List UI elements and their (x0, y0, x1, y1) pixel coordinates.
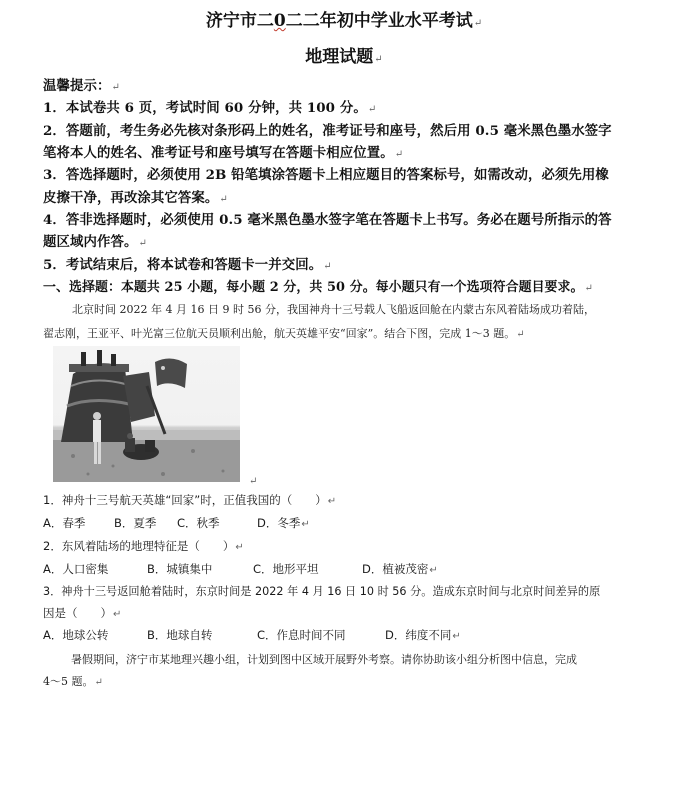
option-d: D．植被茂密 (362, 562, 429, 576)
note-item (43, 142, 403, 161)
note-text: 1．本试卷共 6 页，考试时间 60 分钟，共 100 分。 (43, 100, 367, 116)
question-2-stem (43, 538, 244, 554)
material-intro-line (71, 651, 577, 667)
option-d: D．冬季 (257, 516, 301, 530)
paragraph-mark: ↵ (249, 476, 258, 487)
note-text: 笔将本人的姓名、准考证号和座号填写在答题卡相应位置。 (43, 145, 394, 161)
paragraph-mark: ↵ (429, 565, 438, 576)
question-3-stem-text: 因是（ ） (43, 606, 112, 620)
option-a: A．地球公转 (43, 628, 109, 642)
option-a: A．人口密集 (43, 562, 109, 576)
note-text: 2．答题前，考生务必先核对条形码上的姓名，准考证号和座号，然后用 0.5 毫米黑色墨水签字 (43, 123, 612, 139)
question-1-stem-text: 1．神舟十三号航天英雄“回家”时，正值我国的（ ） (43, 493, 327, 507)
paragraph-mark: ↵ (394, 149, 404, 160)
question-2-options (43, 561, 438, 577)
paragraph-mark: ↵ (301, 519, 310, 530)
question-2-stem-text: 2．东风着陆场的地理特征是（ ） (43, 539, 235, 553)
option-c: C．地形平坦 (253, 562, 319, 576)
option-b: B．夏季 (114, 516, 157, 530)
material-intro-line (72, 301, 595, 317)
material-intro-text: 暑假期间，济宁市某地理兴趣小组，计划到图中区域开展野外考察。请你协助该小组分析图中信息，完成 (71, 653, 577, 666)
note-item (43, 164, 609, 183)
material-intro-text: 翟志刚，王亚平、叶光富三位航天员顺利出舱，航天英雄平安“回家”。结合下图，完成 1～3 题。 (43, 327, 516, 340)
question-3-options (43, 627, 461, 643)
question-1-options (43, 515, 310, 531)
note-text: 4．答非选择题时，必须使用 0.5 毫米黑色墨水签字笔在答题卡上书写。务必在题号所指示的答 (43, 212, 612, 228)
paragraph-mark: ↵ (94, 677, 103, 688)
note-item (43, 97, 376, 116)
material-intro-text: 4～5 题。 (43, 675, 94, 688)
option-c: C．作息时间不同 (257, 628, 346, 642)
note-text: 题区域内作答。 (43, 234, 138, 250)
paragraph-mark: ↵ (113, 609, 122, 620)
notes-heading (43, 75, 120, 94)
note-text: 5．考试结束后，将本试卷和答题卡一并交回。 (43, 257, 323, 273)
note-item (43, 187, 228, 206)
paragraph-mark: ↵ (219, 194, 228, 205)
flag-shape (155, 358, 187, 388)
exam-title-part1: 济宁市二 (205, 11, 274, 31)
section-heading (43, 276, 593, 295)
note-item (43, 209, 612, 228)
material-intro-line (43, 673, 103, 689)
option-b: B．地球自转 (147, 628, 213, 642)
paragraph-mark: ↵ (374, 54, 383, 65)
paragraph-mark: ↵ (584, 283, 594, 294)
note-item (43, 231, 147, 250)
section-heading-text: 一、选择题：本题共 25 小题，每小题 2 分，共 50 分。每小题只有一个选项符合题目要求。 (43, 280, 584, 295)
paragraph-mark: ↵ (516, 329, 525, 340)
question-3-stem-cont (43, 605, 121, 621)
paragraph-mark: ↵ (138, 238, 147, 249)
paragraph-mark: ↵ (452, 631, 461, 642)
material-intro-text: 北京时间 2022 年 4 月 16 日 9 时 56 分，我国神舟十三号载人飞船返回舱在内蒙古东风着陆场成功着陆， (72, 303, 595, 316)
notes-heading-text: 温馨提示： (43, 78, 111, 94)
material-intro-line (43, 325, 525, 341)
paragraph-mark: ↵ (473, 18, 483, 29)
paragraph-mark: ↵ (235, 542, 244, 553)
exam-title (0, 6, 688, 31)
paragraph-mark: ↵ (323, 261, 332, 272)
capsule-landing-photo (53, 346, 240, 482)
note-text: 皮擦干净，再改涂其它答案。 (43, 190, 219, 206)
option-a: A．春季 (43, 516, 86, 530)
option-b: B．城镇集中 (147, 562, 213, 576)
question-3-stem-text: 3．神舟十三号返回舱着陆时，东京时间是 2022 年 4 月 16 日 10 时 56 分。造成东京时间与北京时间差异的原 (43, 585, 601, 598)
note-text: 3．答选择题时，必须使用 2B 铅笔填涂答题卡上相应题目的答案标号，如需改动，必须先用橡 (43, 167, 609, 183)
option-c: C．秋季 (177, 516, 220, 530)
exam-title-zero: 0 (273, 11, 286, 31)
paragraph-mark: ↵ (367, 104, 377, 115)
exam-subtitle (0, 42, 688, 67)
question-3-stem (43, 583, 600, 599)
question-1-stem (43, 492, 336, 508)
exam-title-part2: 二二年初中学业水平考试 (285, 11, 473, 31)
paragraph-mark: ↵ (111, 82, 120, 93)
option-d: D．纬度不同 (385, 628, 452, 642)
exam-subtitle-text: 地理试题 (305, 47, 374, 67)
note-item (43, 120, 612, 139)
paragraph-mark: ↵ (327, 496, 337, 507)
note-item (43, 254, 332, 273)
capsule-landing-illustration (53, 346, 240, 482)
